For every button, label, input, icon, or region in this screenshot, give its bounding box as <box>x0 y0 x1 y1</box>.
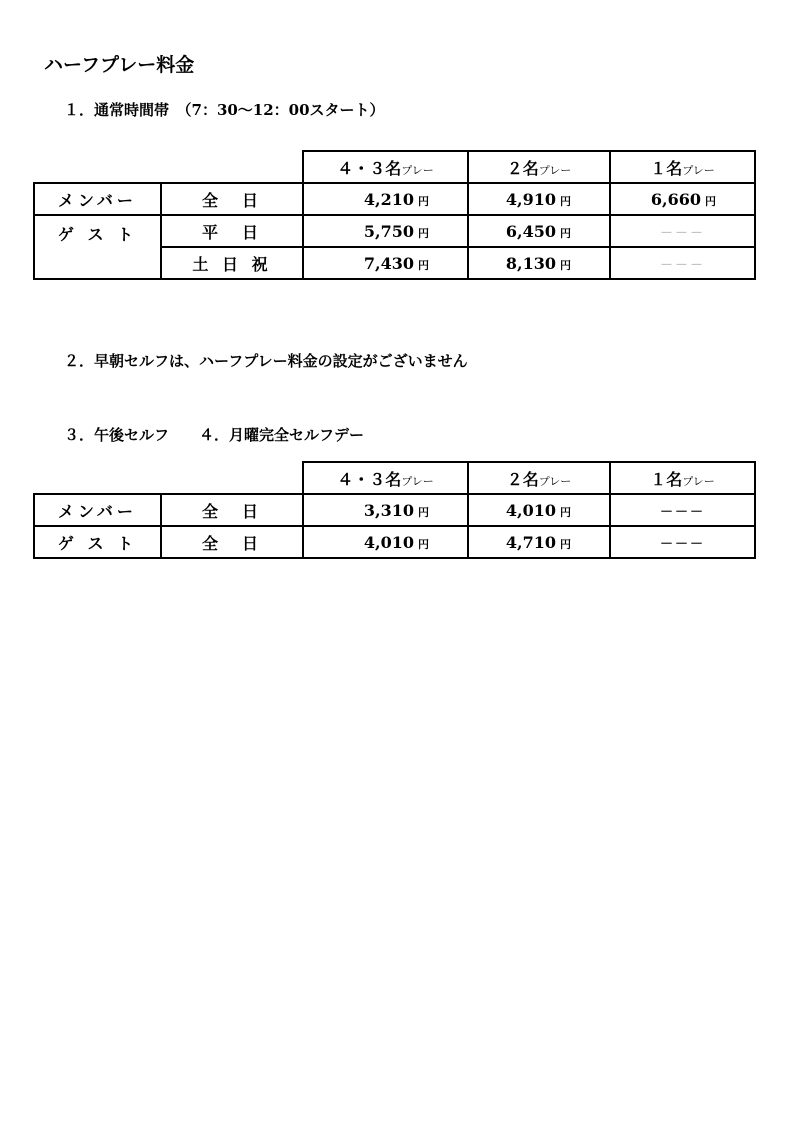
table-header-row <box>34 462 755 494</box>
table-header-row <box>34 151 755 183</box>
price-cell-empty: －－－ <box>610 215 755 247</box>
header-2-players: ２名プレー <box>468 462 610 494</box>
price-cell: 4,210 円 <box>303 183 468 215</box>
header-2-players: ２名プレー <box>468 151 610 183</box>
price-cell: 5,750 円 <box>303 215 468 247</box>
day-type-cell: 全 日 <box>161 183 303 215</box>
price-cell: 6,450 円 <box>468 215 610 247</box>
member-type-cell: メンバー <box>34 494 161 526</box>
table-blank-cell <box>161 462 303 494</box>
day-type-cell: 土 日 祝 <box>161 247 303 279</box>
price-cell: 3,310 円 <box>303 494 468 526</box>
page-title: ハーフプレー料金 <box>44 54 195 76</box>
header-1-player: １名プレー <box>610 151 755 183</box>
member-type-cell: ゲ ス ト <box>34 526 161 558</box>
header-4-3-players: ４・３名プレー <box>303 151 468 183</box>
price-cell: 4,910 円 <box>468 183 610 215</box>
table-blank-cell <box>161 151 303 183</box>
table-row <box>34 494 755 526</box>
price-cell: 4,710 円 <box>468 526 610 558</box>
price-cell-empty: －－－ <box>610 494 755 526</box>
day-type-cell: 全 日 <box>161 494 303 526</box>
table-blank-cell <box>34 462 161 494</box>
price-cell: 8,130 円 <box>468 247 610 279</box>
section-3-heading: ３．午後セルフ ４．月曜完全セルフデー <box>64 426 365 444</box>
price-cell: 4,010 円 <box>303 526 468 558</box>
table-row <box>34 526 755 558</box>
price-table-self <box>33 461 756 559</box>
table-row <box>34 183 755 215</box>
price-cell: 7,430 円 <box>303 247 468 279</box>
price-cell-empty: －－－ <box>610 526 755 558</box>
price-cell: 6,660 円 <box>610 183 755 215</box>
member-type-cell: メンバー <box>34 183 161 215</box>
day-type-cell: 平 日 <box>161 215 303 247</box>
day-type-cell: 全 日 <box>161 526 303 558</box>
table-blank-cell <box>34 151 161 183</box>
price-cell-empty: －－－ <box>610 247 755 279</box>
member-type-cell: ゲ ス ト <box>34 215 161 279</box>
price-cell: 4,010 円 <box>468 494 610 526</box>
section-2-heading: ２．早朝セルフは、ハーフプレー料金の設定がございません <box>64 352 468 370</box>
table-row <box>34 215 755 247</box>
header-1-player: １名プレー <box>610 462 755 494</box>
price-table-regular <box>33 150 756 280</box>
header-4-3-players: ４・３名プレー <box>303 462 468 494</box>
section-1-heading: １．通常時間帯 （7：30～12：00スタート） <box>64 101 385 119</box>
